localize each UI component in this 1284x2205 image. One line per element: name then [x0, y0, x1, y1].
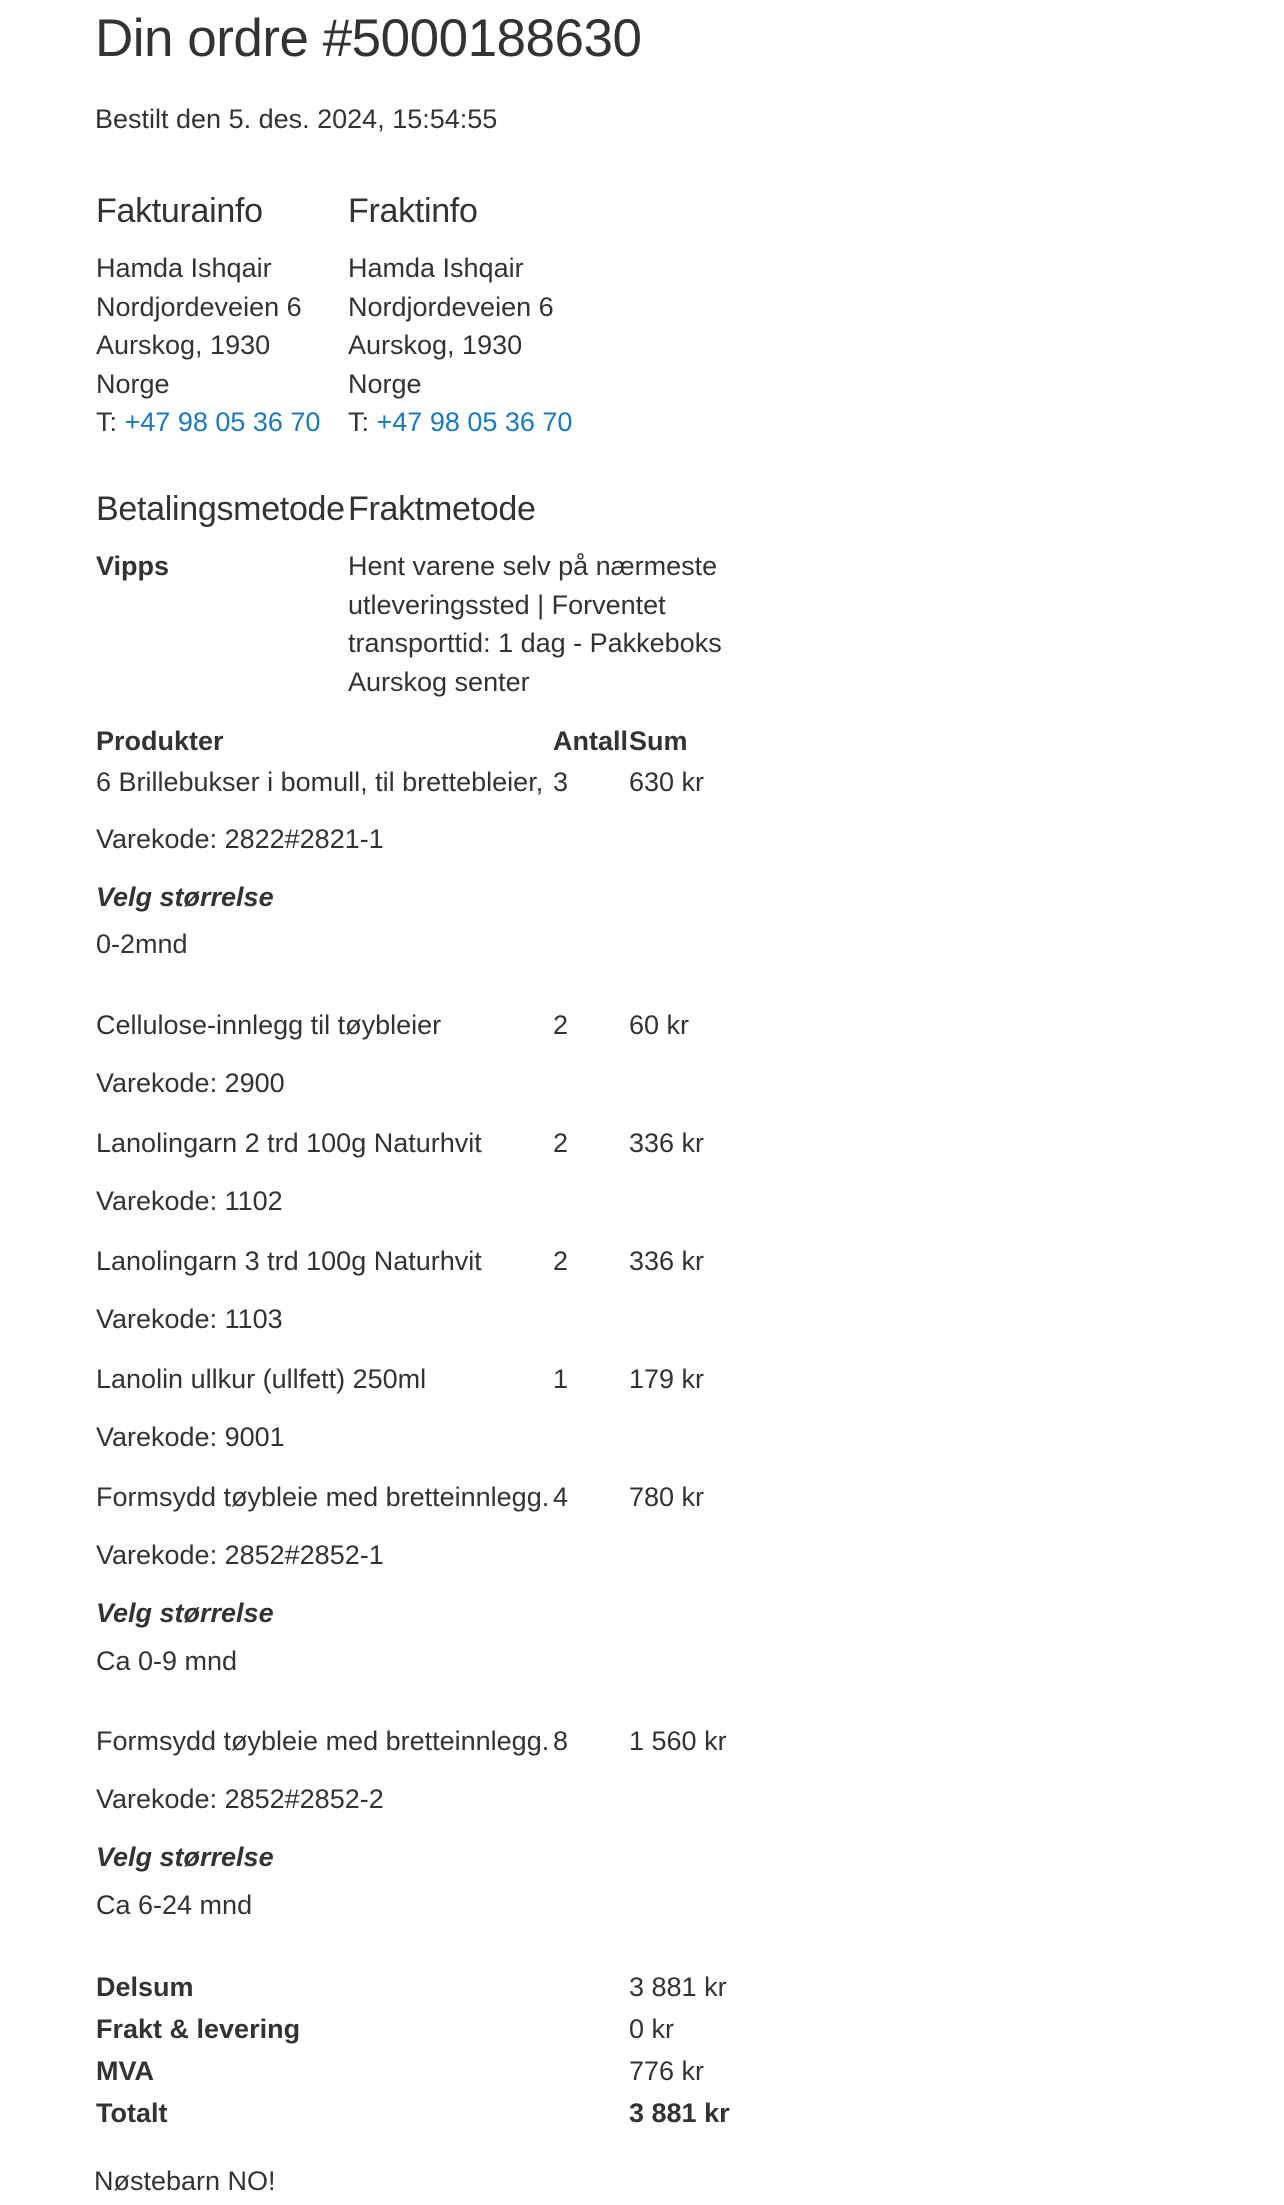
shipping-name: Hamda Ishqair — [348, 253, 524, 283]
order-date: Bestilt den 5. des. 2024, 15:54:55 — [95, 104, 498, 134]
shipping-phone-prefix: T: — [348, 407, 377, 437]
product-sku: Varekode: 2900 — [96, 1068, 285, 1098]
product-option-label: Velg størrelse — [96, 1598, 274, 1628]
subtotal-label: Delsum — [96, 1972, 194, 2002]
billing-street: Nordjordeveien 6 — [96, 291, 302, 322]
shipping-address — [348, 249, 572, 442]
product-sum: 179 kr — [629, 1364, 705, 1394]
product-sku: Varekode: 2822#2821-1 — [96, 824, 384, 854]
product-qty: 3 — [553, 767, 569, 797]
vat-label: MVA — [96, 2056, 154, 2086]
product-sku: Varekode: 9001 — [96, 1422, 285, 1452]
product-sku: Varekode: 1102 — [96, 1186, 283, 1216]
shipping-cost-label: Frakt & levering — [96, 2014, 301, 2044]
product-name: Cellulose-innlegg til tøybleier — [96, 1010, 442, 1040]
shipping-phone-line — [348, 403, 572, 442]
billing-address — [96, 249, 320, 442]
shipping-method-line: Aurskog senter — [348, 666, 530, 697]
col-header-product: Produkter — [96, 726, 224, 756]
vat-value: 776 kr — [629, 2056, 705, 2086]
shipping-country: Norge — [348, 368, 422, 399]
product-sku: Varekode: 2852#2852-2 — [96, 1784, 384, 1814]
product-qty: 2 — [553, 1128, 569, 1158]
product-qty: 8 — [553, 1726, 569, 1756]
billing-country: Norge — [96, 368, 170, 399]
billing-name: Hamda Ishqair — [96, 253, 272, 283]
product-option-label: Velg størrelse — [96, 882, 274, 912]
billing-city: Aurskog, 1930 — [96, 330, 271, 360]
col-header-sum: Sum — [629, 726, 688, 756]
subtotal-value: 3 881 kr — [629, 1972, 727, 2002]
payment-heading: Betalingsmetode — [96, 490, 345, 528]
shipping-method-line: utleveringssted | Forventet — [348, 589, 666, 620]
product-name: Formsydd tøybleie med bretteinnlegg. — [96, 1726, 550, 1756]
shipping-cost-value: 0 kr — [629, 2014, 675, 2044]
product-option-value: 0-2mnd — [96, 929, 188, 959]
product-name: Formsydd tøybleie med bretteinnlegg. — [96, 1482, 550, 1512]
billing-phone-prefix: T: — [96, 407, 125, 437]
product-sum: 60 kr — [629, 1010, 690, 1040]
product-option-value: Ca 6-24 mnd — [96, 1890, 253, 1920]
shipping-heading: Fraktinfo — [348, 192, 478, 230]
grand-total-value: 3 881 kr — [629, 2098, 730, 2128]
product-sum: 630 kr — [629, 767, 705, 797]
shipping-method-line: Hent varene selv på nærmeste — [348, 551, 718, 581]
store-name: Nøstebarn NO! — [94, 2166, 276, 2196]
product-option-value: Ca 0-9 mnd — [96, 1646, 238, 1676]
product-name: Lanolingarn 3 trd 100g Naturhvit — [96, 1246, 482, 1276]
shipping-phone-link[interactable]: +47 98 05 36 70 — [376, 407, 573, 437]
billing-phone-link[interactable]: +47 98 05 36 70 — [124, 407, 321, 437]
product-qty: 2 — [553, 1246, 569, 1276]
grand-total-label: Totalt — [96, 2098, 168, 2128]
shipping-city: Aurskog, 1930 — [348, 330, 523, 360]
product-qty: 1 — [553, 1364, 569, 1394]
product-name: Lanolingarn 2 trd 100g Naturhvit — [96, 1128, 482, 1158]
product-qty: 2 — [553, 1010, 569, 1040]
payment-method: Vipps — [96, 551, 170, 581]
billing-heading: Fakturainfo — [96, 192, 263, 230]
product-sum: 336 kr — [629, 1246, 705, 1276]
col-header-qty: Antall — [553, 726, 629, 756]
product-sum: 780 kr — [629, 1482, 705, 1512]
product-sum: 1 560 kr — [629, 1726, 727, 1756]
product-sum: 336 kr — [629, 1128, 705, 1158]
product-name: Lanolin ullkur (ullfett) 250ml — [96, 1364, 427, 1394]
shipping-method-heading: Fraktmetode — [348, 490, 536, 528]
order-title: Din ordre #5000188630 — [95, 9, 642, 68]
product-name: 6 Brillebukser i bomull, til brettebleier, — [96, 767, 544, 797]
product-sku: Varekode: 1103 — [96, 1304, 283, 1334]
shipping-method-text — [348, 547, 748, 701]
billing-phone-line — [96, 403, 320, 442]
shipping-method-line: transporttid: 1 dag - Pakkeboks — [348, 628, 722, 658]
product-option-label: Velg størrelse — [96, 1842, 274, 1872]
shipping-street: Nordjordeveien 6 — [348, 291, 554, 322]
product-sku: Varekode: 2852#2852-1 — [96, 1540, 384, 1570]
product-qty: 4 — [553, 1482, 569, 1512]
